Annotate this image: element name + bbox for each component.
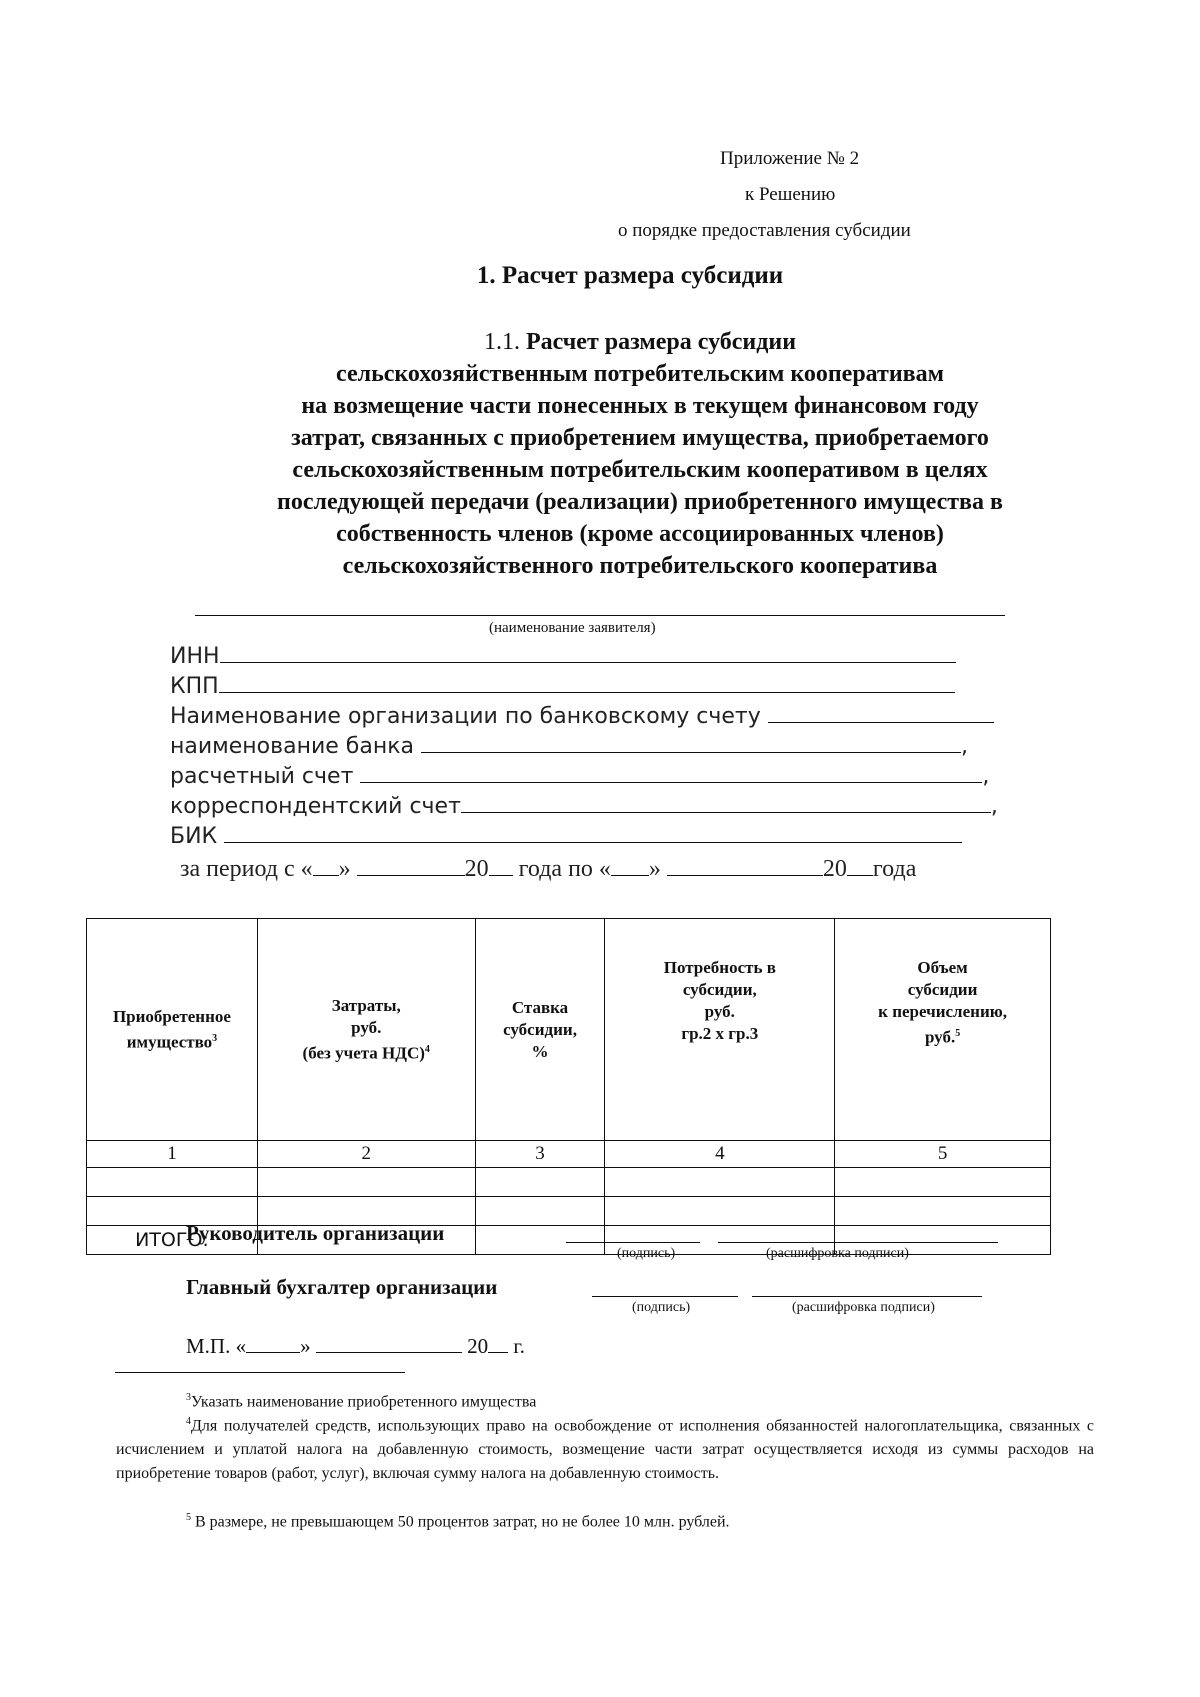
column-number-row: [87, 1141, 1051, 1168]
period-prefix: за период с «: [180, 856, 313, 882]
stamp-date: [186, 1334, 525, 1359]
footnote-ref: 4: [424, 1043, 430, 1055]
heading-line-5: сельскохозяйственным потребительским кооперативом в целях: [292, 457, 988, 483]
heading-line-1: Расчет размера субсидии: [525, 329, 797, 355]
year-suffix: г.: [513, 1334, 525, 1358]
header-line: руб.: [924, 1027, 956, 1047]
corr-account-label: корреспондентский счет: [170, 794, 461, 819]
column-number: 4: [605, 1141, 835, 1168]
appendix-subject: о порядке предоставления субсидии: [618, 220, 911, 241]
column-number: 1: [87, 1141, 258, 1168]
table-cell[interactable]: [605, 1168, 835, 1197]
appendix-to-decision: к Решению: [745, 184, 836, 205]
subsidy-table: [86, 918, 1051, 1255]
col-header-costs: [257, 919, 475, 1141]
column-number: 5: [835, 1141, 1051, 1168]
heading-line-6: последующей передачи (реализации) приобретенного имущества в: [277, 489, 1003, 515]
inn-field: [170, 644, 956, 669]
footnote-ref: 3: [212, 1032, 218, 1044]
year-prefix: 20: [467, 1334, 489, 1358]
footnote-text: Для получателей средств, использующих право на освобождение от исполнения обязанностей налогоплательщика, связанных с исчислением и уплатой налога на добавленную стоимость, возмещение части затрат осуществляется исходя из суммы расходов на приобретение товаров (работ, услуг), включая сумму налога на добавленную стоимость.: [116, 1417, 1094, 1483]
header-line: имущество: [126, 1032, 213, 1052]
bik-field: [170, 824, 962, 849]
year-prefix: 20: [822, 856, 847, 882]
inn-label: ИНН: [170, 644, 220, 669]
heading-line-3: на возмещение части понесенных в текущем финансовом году: [301, 393, 979, 419]
table-cell[interactable]: [835, 1168, 1051, 1197]
heading-line-2: сельскохозяйственным потребительским кооперативам: [336, 361, 944, 387]
stamp-month[interactable]: [316, 1334, 462, 1353]
header-line: Ставка: [511, 997, 569, 1017]
table-header-row: [87, 919, 1051, 1141]
heading-line-4: затрат, связанных с приобретением имущества, приобретаемого: [291, 425, 989, 451]
table-cell[interactable]: [475, 1168, 605, 1197]
sign-caption: (подпись): [632, 1300, 691, 1315]
period-year-to[interactable]: [847, 857, 873, 876]
accountant-decode-line[interactable]: [752, 1296, 982, 1297]
header-line: Приобретенное: [112, 1006, 231, 1026]
footnote-number: 3: [186, 1392, 191, 1403]
quote: »: [338, 856, 351, 882]
corr-account-input-line[interactable]: [461, 794, 991, 813]
stamp-day[interactable]: [246, 1334, 300, 1353]
table-cell[interactable]: [835, 1197, 1051, 1226]
bank-name-input-line[interactable]: [421, 734, 961, 753]
header-line: субсидии,: [682, 980, 757, 999]
account-label: расчетный счет: [170, 764, 354, 789]
col-header-need: [605, 919, 835, 1141]
org-bank-name-field: [170, 704, 994, 729]
period-end: года: [872, 856, 917, 882]
header-line: Объем: [917, 958, 968, 977]
comma: ,: [961, 734, 968, 759]
bik-input-line[interactable]: [224, 824, 962, 843]
account-input-line[interactable]: [360, 764, 982, 783]
header-line: гр.2 х гр.3: [681, 1024, 759, 1043]
footnote-text: В размере, не превышающем 50 процентов затрат, но не более 10 млн. рублей.: [191, 1513, 730, 1531]
header-line: %: [531, 1041, 549, 1061]
subsection-heading: [190, 326, 1090, 582]
decode-caption: (расшифровка подписи): [792, 1300, 935, 1315]
head-signature-label: Руководитель организации: [186, 1221, 445, 1245]
period-month-to[interactable]: [667, 857, 823, 876]
column-number: 2: [257, 1141, 475, 1168]
total-label: ИТОГО:: [87, 1226, 258, 1255]
header-line: руб.: [704, 1002, 735, 1021]
appendix-number: Приложение № 2: [720, 148, 860, 169]
column-number: 3: [475, 1141, 605, 1168]
header-line: субсидии,: [503, 1019, 577, 1039]
comma: ,: [990, 794, 998, 819]
stamp-year[interactable]: [488, 1334, 508, 1353]
header-line: Потребность в: [663, 958, 776, 977]
account-field: [170, 764, 989, 789]
applicant-caption: (наименование заявителя): [489, 620, 656, 636]
bik-label: БИК: [170, 824, 218, 849]
col-header-rate: [475, 919, 605, 1141]
heading-line-7: собственность членов (кроме ассоциированных членов): [336, 521, 944, 547]
kpp-input-line[interactable]: [219, 674, 955, 693]
bank-name-label: наименование банка: [170, 734, 414, 759]
header-line: Затраты,: [331, 995, 401, 1015]
subsection-number: 1.1.: [483, 329, 526, 355]
table-cell[interactable]: [605, 1197, 835, 1226]
period-field: [180, 856, 916, 883]
footnote-ref: 5: [955, 1028, 961, 1039]
header-line: к перечислению,: [878, 1002, 1007, 1021]
footnote-5: [186, 1506, 1086, 1534]
footnote-number: 4: [186, 1416, 191, 1427]
footnote-separator: [115, 1372, 405, 1373]
decode-caption: (расшифровка подписи): [766, 1246, 909, 1261]
footnote-text: Указать наименование приобретенного имущества: [191, 1393, 537, 1411]
kpp-field: [170, 674, 955, 699]
sign-caption: (подпись): [617, 1246, 676, 1261]
table-cell[interactable]: [257, 1168, 475, 1197]
quote: »: [300, 1334, 311, 1358]
heading-line-8: сельскохозяйственного потребительского кооператива: [342, 553, 938, 579]
quote: »: [648, 856, 661, 882]
head-signature-line[interactable]: [566, 1242, 700, 1243]
stamp-label: М.П. «: [186, 1334, 247, 1358]
kpp-label: КПП: [170, 674, 219, 699]
table-cell[interactable]: [475, 1197, 605, 1226]
table-cell[interactable]: [475, 1226, 605, 1255]
period-mid: года по «: [518, 856, 611, 882]
col-header-volume: [835, 919, 1051, 1141]
comma: ,: [982, 764, 990, 789]
org-bank-name-label: Наименование организации по банковскому счету: [170, 704, 761, 729]
section-heading: 1. Расчет размера субсидии: [476, 262, 784, 289]
inn-input-line[interactable]: [220, 644, 956, 663]
header-line: (без учета НДС): [302, 1043, 425, 1063]
table-cell[interactable]: [87, 1168, 258, 1197]
footnote-4: [116, 1410, 1094, 1486]
org-bank-name-input-line[interactable]: [768, 704, 994, 723]
bank-name-field: [170, 734, 968, 759]
year-prefix: 20: [464, 856, 489, 882]
footnote-number: 5: [186, 1512, 191, 1523]
period-year-from[interactable]: [489, 857, 513, 876]
period-day-to[interactable]: [611, 857, 649, 876]
head-decode-line[interactable]: [718, 1242, 998, 1243]
col-header-property: [87, 919, 258, 1141]
header-line: субсидии: [907, 980, 978, 999]
period-month-from[interactable]: [357, 857, 465, 876]
applicant-name-line[interactable]: [195, 615, 1005, 616]
table-row: [87, 1168, 1051, 1197]
period-day-from[interactable]: [313, 857, 339, 876]
accountant-signature-label: Главный бухгалтер организации: [186, 1275, 498, 1299]
accountant-signature-line[interactable]: [592, 1296, 738, 1297]
header-line: руб.: [351, 1017, 382, 1037]
corr-account-field: [170, 794, 998, 819]
